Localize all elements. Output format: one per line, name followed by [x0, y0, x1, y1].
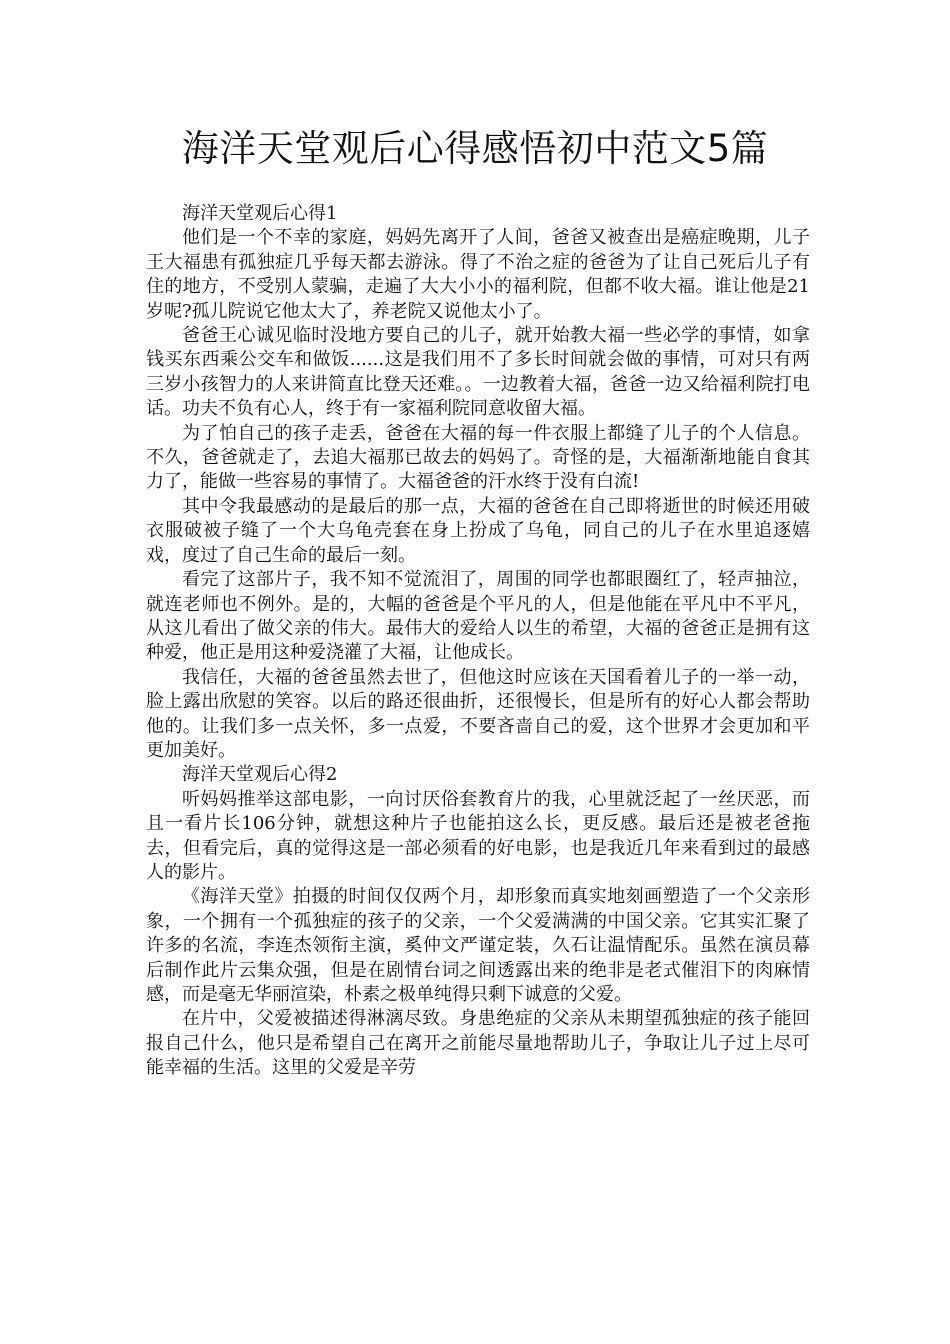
paragraph: 他们是一个不幸的家庭，妈妈先离开了人间，爸爸又被查出是癌症晚期，儿子王大福患有孤独症几乎每天都去游泳。得了不治之症的爸爸为了让自己死后儿子有住的地方，不受别人蒙骗，走遍了大大小小的福利院，但都不收大福。谁让他是21岁呢?孤儿院说它他太大了，养老院又说他太小了。 — [146, 227, 810, 322]
paragraph: 爸爸王心诚见临时没地方要自己的儿子，就开始教大福一些必学的事情，如拿钱买东西乘公交车和做饭......这是我们用不了多长时间就会做的事情，可对只有两三岁小孩智力的人来讲简直比登天还难。。一边教着大福，爸爸一边又给福利院打电话。功夫不负有心人，终于有一家福利院同意收留大福。 — [146, 325, 810, 420]
paragraph: 我信任，大福的爸爸虽然去世了，但他这时应该在天国看着儿子的一举一动，脸上露出欣慰的笑容。以后的路还很曲折，还很慢长，但是所有的好心人都会帮助他的。让我们多一点关怀，多一点爱，不要吝啬自己的爱，这个世界才会更加和平更加美好。 — [146, 666, 810, 761]
section-heading: 海洋天堂观后心得2 — [182, 764, 338, 786]
paragraph: 其中令我最感动的是最后的那一点，大福的爸爸在自己即将逝世的时候还用破衣服破被子缝了一个大乌龟壳套在身上扮成了乌龟，同自己的儿子在水里追逐嬉戏，度过了自己生命的最后一刻。 — [146, 495, 810, 566]
paragraph: 看完了这部片子，我不知不觉流泪了，周围的同学也都眼圈红了，轻声抽泣，就连老师也不例外。是的，大幅的爸爸是个平凡的人，但是他能在平凡中不平凡，从这儿看出了做父亲的伟大。最伟大的爱给人以生的希望，大福的爸爸正是拥有这种爱，他正是用这种爱浇灌了大福，让他成长。 — [146, 569, 810, 664]
paragraph: 《海洋天堂》拍摄的时间仅仅两个月，却形象而真实地刻画塑造了一个父亲形象，一个拥有一个孤独症的孩子的父亲，一个父爱满满的中国父亲。它其实汇聚了许多的名流，李连杰领衔主演，奚仲文严谨定装，久石让温情配乐。虽然在演员幕后制作此片云集众强，但是在剧情台词之间透露出来的绝非是老式催泪下的肉麻情感，而是毫无华丽渲染，朴素之极单纯得只剩下诚意的父爱。 — [146, 886, 810, 1005]
paragraph: 为了怕自己的孩子走丢，爸爸在大福的每一件衣服上都缝了儿子的个人信息。不久，爸爸就走了，去追大福那已故去的妈妈了。奇怪的是，大福渐渐地能自食其力了，能做一些容易的事情了。大福爸爸的汗水终于没有白流! — [146, 422, 810, 493]
paragraph: 听妈妈推举这部电影，一向讨厌俗套教育片的我，心里就泛起了一丝厌恶，而且一看片长106分钟，就想这种片子也能拍这么长，更反感。最后还是被老爸拖去，但看完后，真的觉得这是一部必须看的好电影，也是我近几年来看到过的最感人的影片。 — [146, 788, 810, 883]
section-heading: 海洋天堂观后心得1 — [182, 203, 338, 224]
document-body — [146, 202, 810, 1081]
paragraph: 在片中，父爱被描述得淋漓尽致。身患绝症的父亲从未期望孤独症的孩子能回报自己什么，他只是希望自己在离开之前能尽量地帮助儿子，争取让儿子过上尽可能幸福的生活。这里的父爱是辛劳 — [146, 1008, 810, 1079]
page-title: 海洋天堂观后心得感悟初中范文5篇 — [181, 127, 769, 170]
